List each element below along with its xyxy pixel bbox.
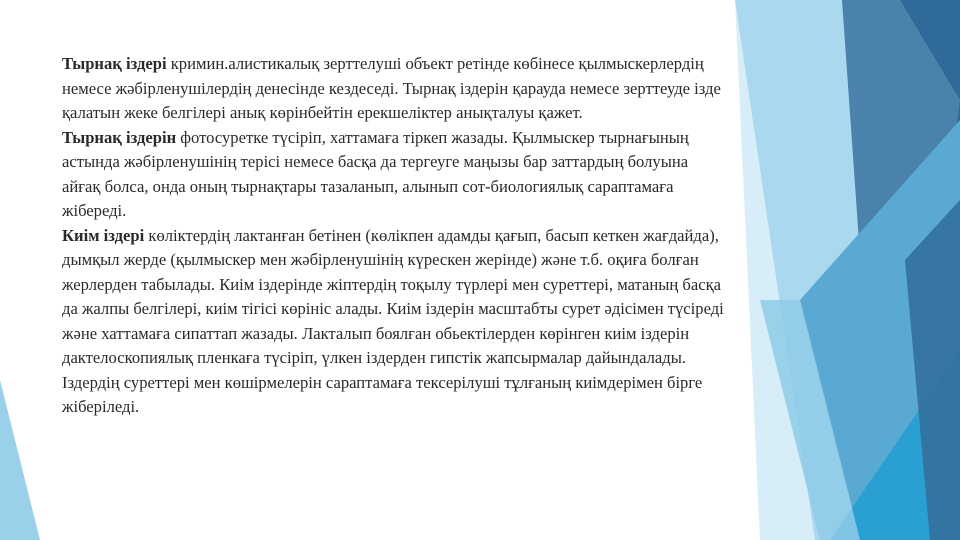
paragraph-nail-traces-photo bbox=[62, 126, 730, 224]
term-nail-traces-photo: Тырнақ іздерін bbox=[62, 127, 177, 147]
deco-left-shard bbox=[0, 380, 40, 540]
paragraph-nail-traces bbox=[62, 52, 730, 126]
paragraph-text: көліктердің лактанған бетінен (көлікпен адамды қағып, басып кеткен жағдайда), дымқыл жерде (қылмыскер мен жәбірленушінің күрескен жерінде) және т.б. оқиға болған жерлерден табылады. Киім іздерінде жіптердің тоқылу түрлері мен суреттері, матаның басқа да жалпы белгілері, киім тігісі көрініс алады. Киім іздерін масштабты сурет әдісімен түсіреді және хаттамаға сипаттап жазады. Лакталып боялған обьектілерден көрінген киім іздерін дактелоскопиялық пленкаға түсіріп, үлкен іздерден гипстік жапсырмалар дайындалады. Іздердің суреттері мен көшірмелерін сараптамаға тексерілуші тұлғаның киімдерімен бірге жіберіледі. bbox=[62, 225, 724, 416]
paragraph-clothing-traces bbox=[62, 224, 730, 420]
body-text bbox=[62, 52, 730, 420]
term-nail-traces: Тырнақ іздері bbox=[62, 54, 167, 73]
paragraph-text: фотосуретке түсіріп, хаттамаға тіркеп жазады. Қылмыскер тырнағының астында жәбірленушінің терісі немесе басқа да тергеуге маңызы бар заттардың болуына айғақ болса, онда оның тырнақтары тазаланып, алынып сот-биологиялық сараптамаға жібереді. bbox=[62, 127, 689, 220]
paragraph-text: кримин.алистикалық зерттелуші объект ретінде көбінесе қылмыскерлердің немесе жәбірленушілердің денесінде кездеседі. Тырнақ іздерін қарауда немесе зерттеуде ізде қалатын жеке белгілері анық көрінбейтін ерекшеліктер анықталуы қажет. bbox=[62, 54, 721, 122]
term-clothing-traces: Киім іздері bbox=[62, 225, 145, 245]
